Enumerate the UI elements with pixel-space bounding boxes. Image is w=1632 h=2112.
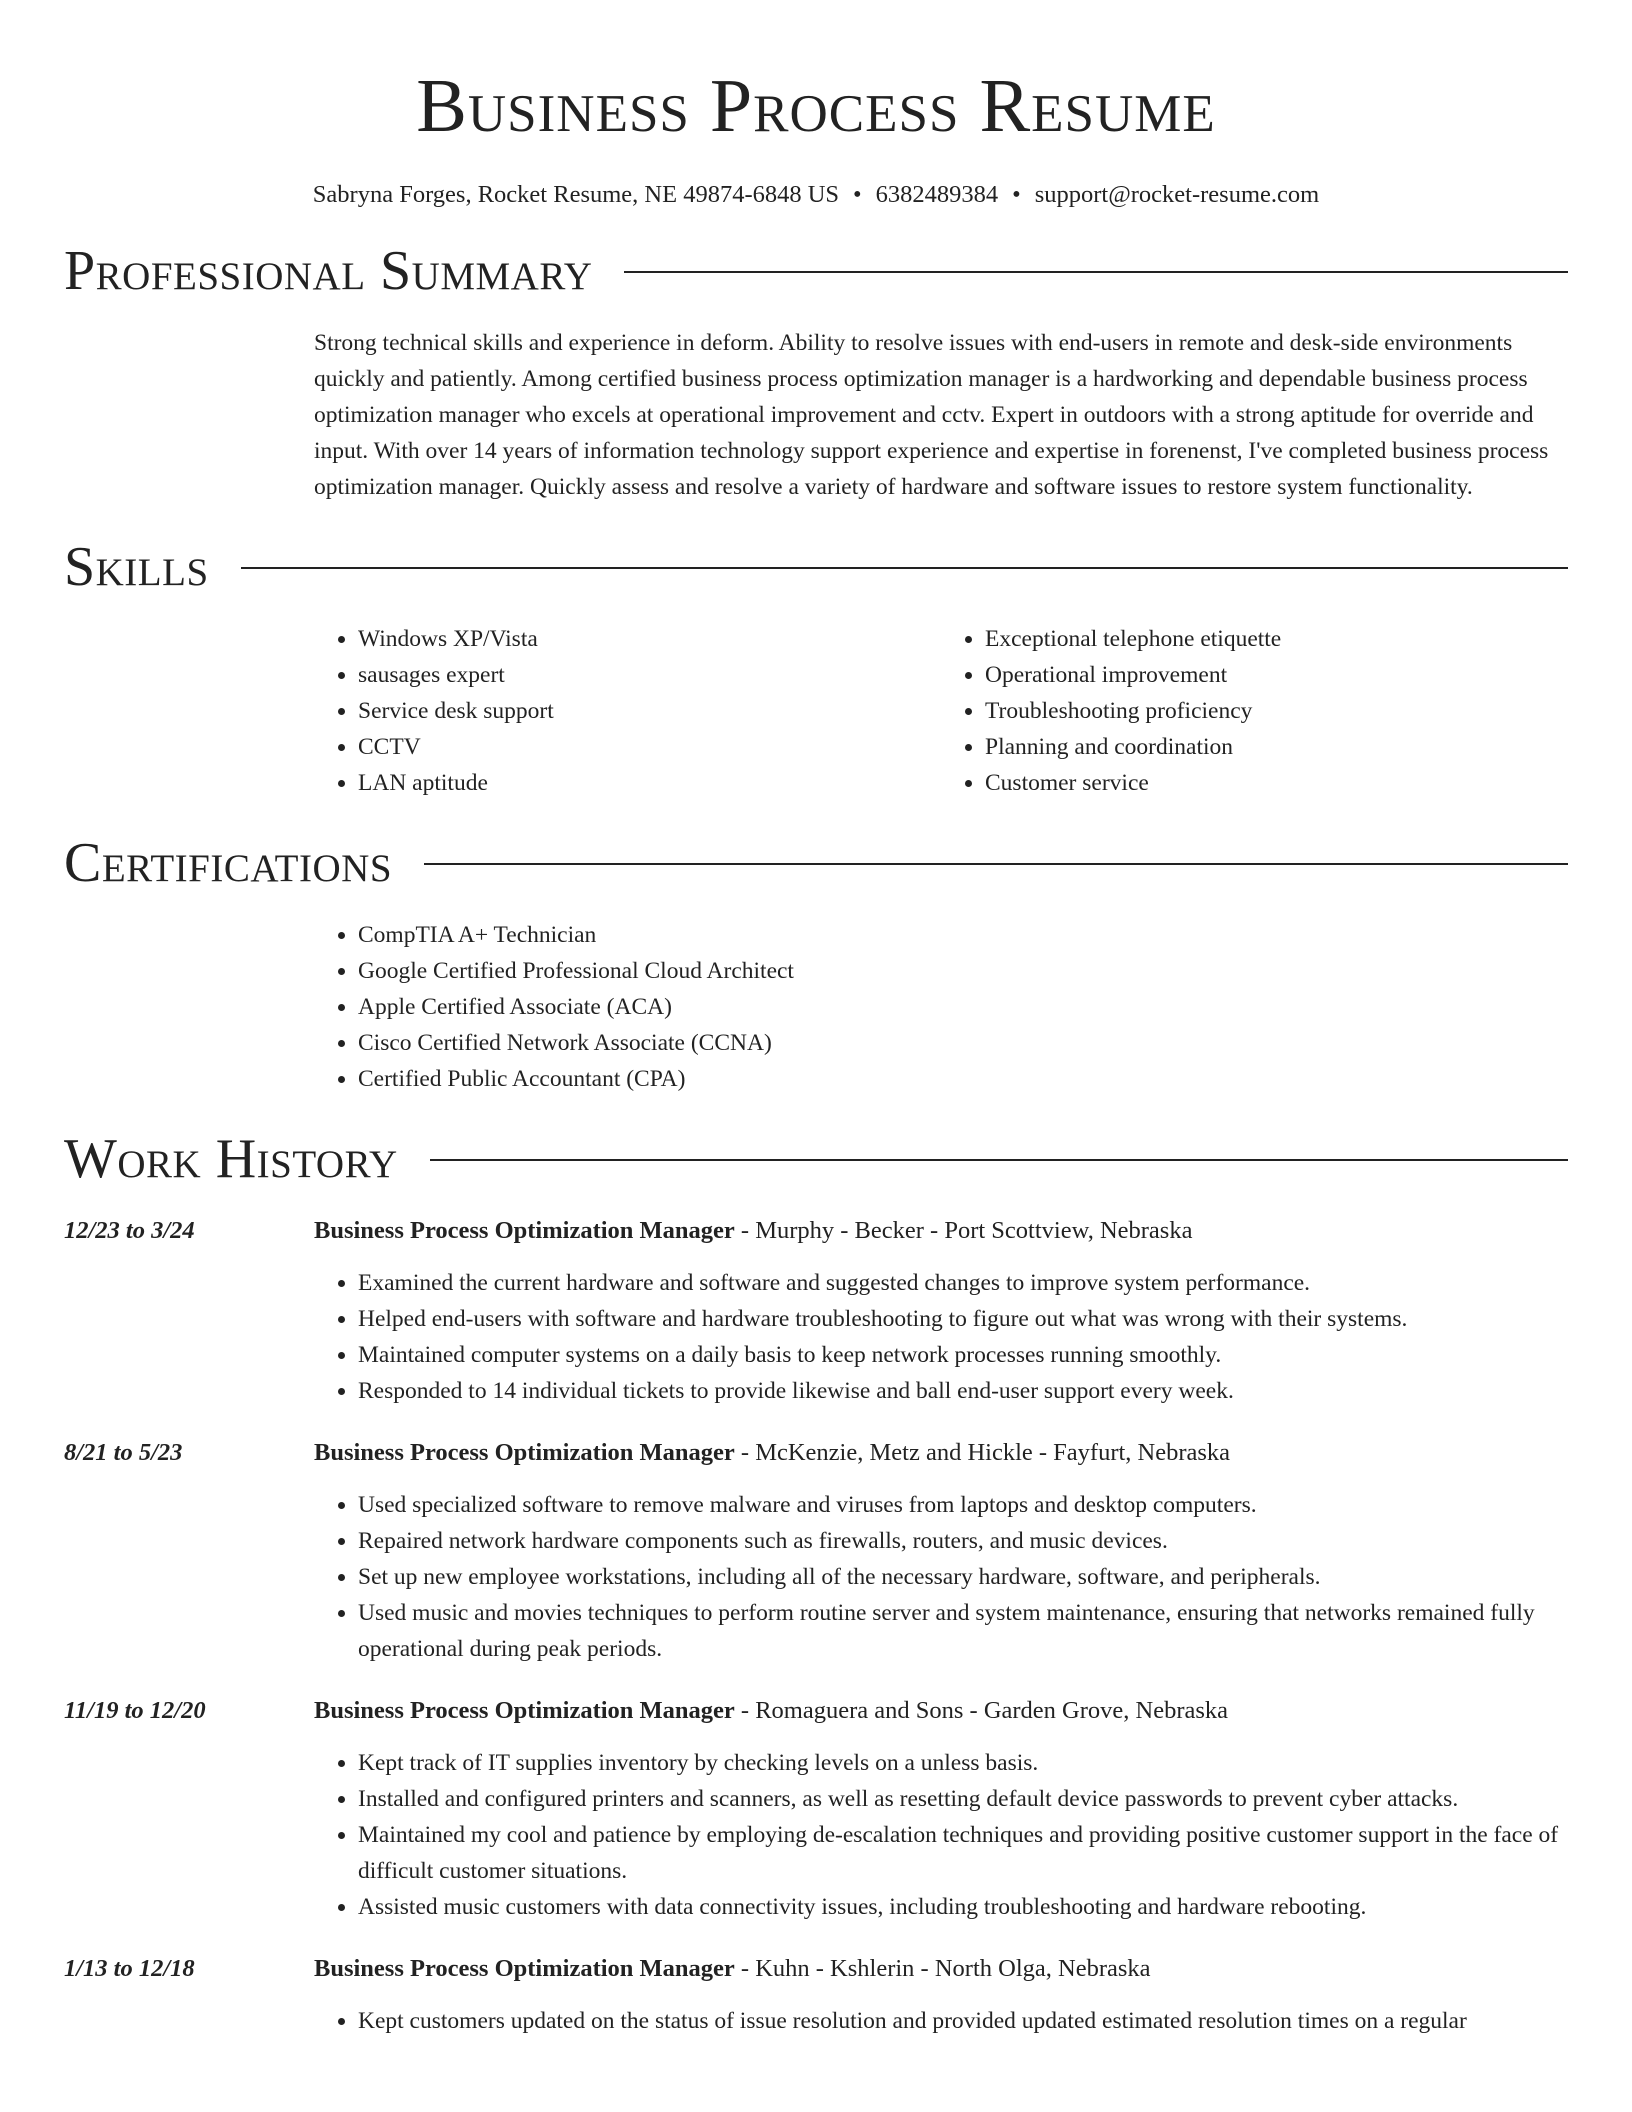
certification-item: • Cisco Certified Network Associate (CCNA): [358, 1025, 1568, 1061]
job-bullet: • Installed and configured printers and scanners, as well as resetting default device passwords to prevent cyber attacks.: [358, 1781, 1568, 1817]
section-header-work-history: [64, 1128, 1568, 1191]
job-title: Business Process Optimization Manager: [314, 1217, 735, 1245]
skill-item: • Service desk support: [358, 693, 941, 729]
skills-column-right: [941, 621, 1568, 801]
certification-item: • CompTIA A+ Technician: [358, 917, 1568, 953]
job-title: Business Process Optimization Manager: [314, 1697, 735, 1725]
job-title: Business Process Optimization Manager: [314, 1955, 735, 1983]
skills-column-left: [314, 621, 941, 801]
job-bullet: • Kept track of IT supplies inventory by checking levels on a unless basis.: [358, 1745, 1568, 1781]
job-bullets: [314, 1487, 1568, 1667]
skill-item: • Operational improvement: [985, 657, 1568, 693]
job-bullet: • Examined the current hardware and software and suggested changes to improve system performance.: [358, 1265, 1568, 1301]
job-bullet: • Maintained computer systems on a daily basis to keep network processes running smoothly.: [358, 1337, 1568, 1373]
job-dates: 11/19 to 12/20: [64, 1697, 206, 1725]
job-details: - Romaguera and Sons - Garden Grove, Nebraska: [734, 1697, 1229, 1725]
job-bullet: • Helped end-users with software and hardware troubleshooting to figure out what was wrong with their systems.: [358, 1301, 1568, 1337]
section-divider: [241, 567, 1568, 569]
job-header: [314, 1693, 1568, 1729]
certification-item: • Certified Public Accountant (CPA): [358, 1061, 1568, 1097]
job-bullet: • Repaired network hardware components such as firewalls, routers, and music devices.: [358, 1523, 1568, 1559]
contact-line: [64, 180, 1568, 209]
skill-item: • Customer service: [985, 765, 1568, 801]
contact-email: support@rocket-resume.com: [1034, 181, 1320, 208]
job-dates: 8/21 to 5/23: [64, 1439, 183, 1467]
job-header: [314, 1213, 1568, 1249]
job-details: - Murphy - Becker - Port Scottview, Nebraska: [734, 1217, 1193, 1245]
resume-title: Business Process Resume: [416, 64, 1216, 148]
job-header: [314, 1435, 1568, 1471]
section-divider: [424, 863, 1568, 865]
skill-item: • Windows XP/Vista: [358, 621, 941, 657]
job-body: [314, 1213, 1568, 1409]
job-dates: 1/13 to 12/18: [64, 1955, 195, 1983]
job-bullet: • Set up new employee workstations, including all of the necessary hardware, software, and peripherals.: [358, 1559, 1568, 1595]
skill-item: • sausages expert: [358, 657, 941, 693]
job-body: [314, 1435, 1568, 1667]
job-bullets: [314, 2003, 1568, 2039]
skills-list: [314, 621, 1568, 801]
skill-item: • LAN aptitude: [358, 765, 941, 801]
job-header: [314, 1951, 1568, 1987]
certification-item: • Apple Certified Associate (ACA): [358, 989, 1568, 1025]
job-bullets: [314, 1745, 1568, 1925]
contact-separator: •: [853, 181, 862, 208]
section-header-certifications: [64, 832, 1568, 895]
job-bullet: • Responded to 14 individual tickets to provide likewise and ball end-user support every week.: [358, 1373, 1568, 1409]
job-bullets: [314, 1265, 1568, 1409]
job-entry: [64, 1213, 1568, 1409]
skill-item: • Exceptional telephone etiquette: [985, 621, 1568, 657]
section-header-skills: [64, 536, 1568, 599]
job-details: - Kuhn - Kshlerin - North Olga, Nebraska: [734, 1955, 1151, 1983]
skill-item: • CCTV: [358, 729, 941, 765]
section-divider: [430, 1159, 1568, 1161]
job-body: [314, 1693, 1568, 1925]
job-bullet: • Assisted music customers with data connectivity issues, including troubleshooting and hardware rebooting.: [358, 1889, 1568, 1925]
contact-separator: •: [1012, 181, 1021, 208]
job-bullet: • Used music and movies techniques to perform routine server and system maintenance, ensuring that networks remained fully operational during peak periods.: [358, 1595, 1568, 1667]
contact-address: Sabryna Forges, Rocket Resume, NE 49874-6848 US: [312, 181, 840, 208]
section-title-summary: Professional Summary: [64, 240, 593, 303]
job-body: [314, 1951, 1568, 2039]
job-bullet: • Maintained my cool and patience by employing de-escalation techniques and providing positive customer support in the face of difficult customer situations.: [358, 1817, 1568, 1889]
contact-phone: 6382489384: [875, 181, 999, 208]
job-entry: [64, 1951, 1568, 2039]
section-header-summary: [64, 240, 1568, 303]
job-entry: [64, 1693, 1568, 1925]
skill-item: • Troubleshooting proficiency: [985, 693, 1568, 729]
job-bullet: • Kept customers updated on the status of issue resolution and provided updated estimated resolution times on a regular: [358, 2003, 1568, 2039]
certification-item: • Google Certified Professional Cloud Architect: [358, 953, 1568, 989]
section-divider: [624, 271, 1568, 273]
section-title-work-history: Work History: [64, 1128, 398, 1191]
section-title-certifications: Certifications: [64, 832, 393, 895]
skill-item: • Planning and coordination: [985, 729, 1568, 765]
certifications-list: [314, 917, 1568, 1097]
job-bullet: • Used specialized software to remove malware and viruses from laptops and desktop computers.: [358, 1487, 1568, 1523]
summary-text: Strong technical skills and experience in deform. Ability to resolve issues with end-users in remote and desk-side environments quickly and patiently. Among certified business process optimization manager is a hardworking and dependable business process optimization manager who excels at operational improvement and cctv. Expert in outdoors with a strong aptitude for override and input. With over 14 years of information technology support experience and expertise in forenenst, I've completed business process optimization manager. Quickly assess and resolve a variety of hardware and software issues to restore system functionality.: [314, 330, 1549, 501]
job-entry: [64, 1435, 1568, 1667]
job-details: - McKenzie, Metz and Hickle - Fayfurt, Nebraska: [734, 1439, 1231, 1467]
job-dates: 12/23 to 3/24: [64, 1217, 195, 1245]
job-title: Business Process Optimization Manager: [314, 1439, 735, 1467]
section-title-skills: Skills: [64, 536, 209, 599]
